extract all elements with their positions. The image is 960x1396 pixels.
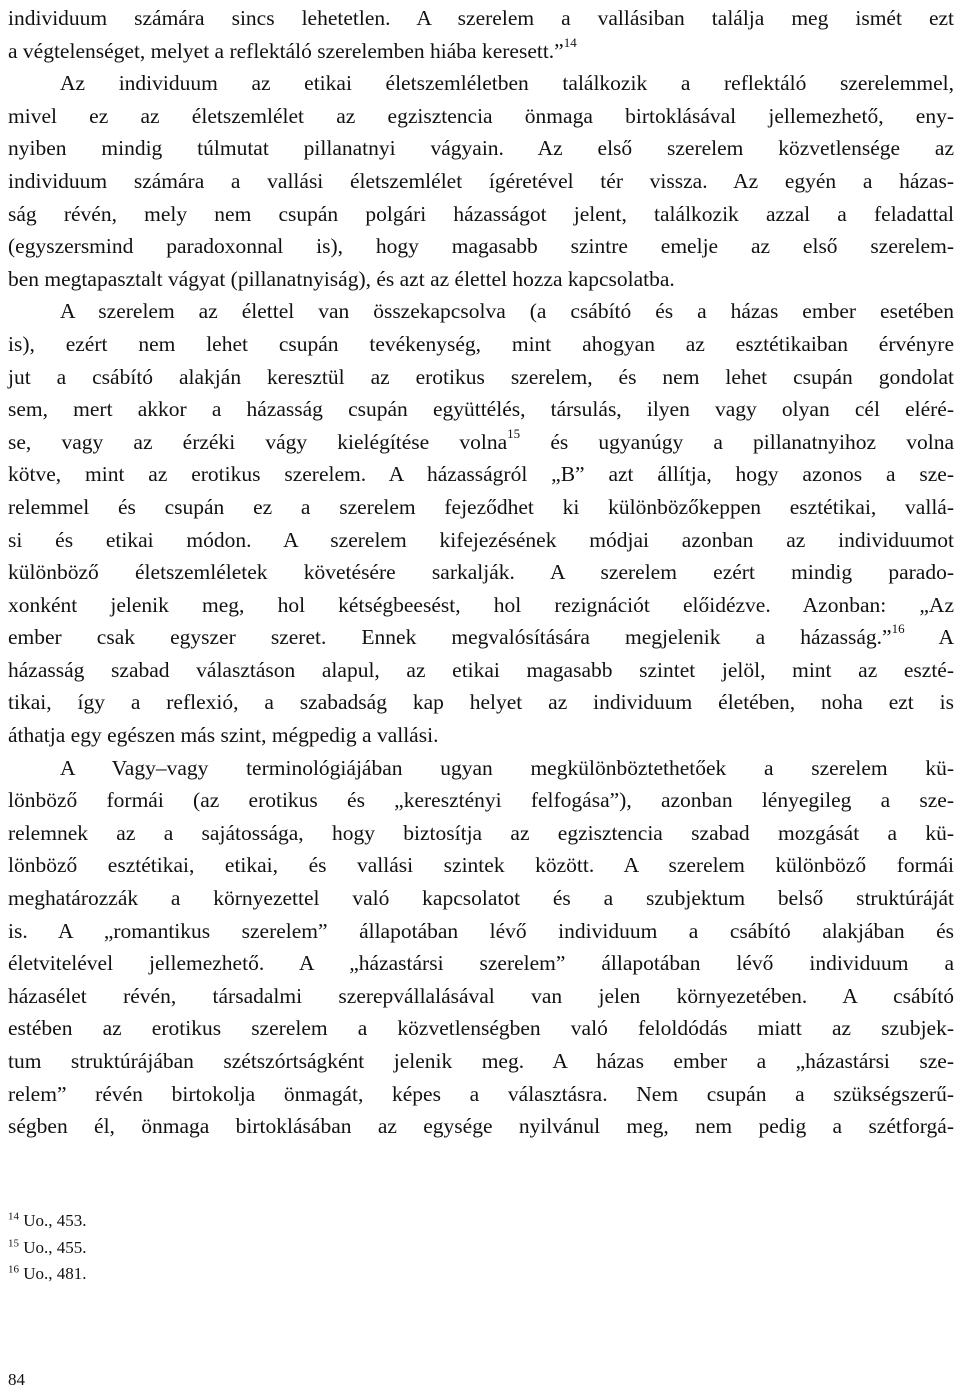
text-line: tikai, így a reflexió, a szabadság kap helyet az individuum életében, noha ezt is: [8, 690, 954, 715]
footnote-text: Uo., 455.: [23, 1237, 87, 1257]
text-line: áthatja egy egészen más szint, mégpedig a vallási.: [8, 723, 439, 748]
text-line: ségben él, önmaga birtoklásában az egysége nyilvánul meg, nem pedig a szétforgá-: [8, 1114, 954, 1139]
text-line: xonként jelenik meg, hol kétségbeesést, hol rezignációt előidézve. Azonban: „Az: [8, 592, 954, 617]
text-line: ben megtapasztalt vágyat (pillanatnyiság), és azt az élettel hozza kapcsolatba.: [8, 266, 675, 291]
text-line: [8, 621, 954, 654]
text-line: nyiben mindig túlmutat pillanatnyi vágyain. Az első szerelem közvetlensége az: [8, 136, 954, 161]
footnotes: [8, 1208, 87, 1288]
footnote-ref[interactable]: 15: [507, 425, 521, 441]
text-line: ság révén, mely nem csupán polgári házasságot jelent, találkozik azzal a feladattal: [8, 201, 954, 226]
page-number: 84: [8, 1370, 25, 1389]
footnote-text: Uo., 453.: [23, 1211, 87, 1230]
body-text: [8, 2, 954, 1143]
text-line: A Vagy–vagy terminológiájában ugyan megkülönböztethetőek a szerelem kü-: [60, 755, 954, 780]
footnote-ref[interactable]: 16: [891, 621, 905, 637]
text-line: házasság szabad választáson alapul, az etikai magasabb szintet jelöl, mint az eszté-: [8, 657, 954, 682]
footnote-text: Uo., 481.: [23, 1264, 87, 1283]
text-line: relemnek az a sajátossága, hogy biztosítja az egzisztencia szabad mozgását a kü-: [8, 820, 954, 845]
text-line: jut a csábító alakján keresztül az erotikus szerelem, és nem lehet csupán gondolat: [8, 364, 954, 389]
text-line: sem, mert akkor a házasság csupán együttélés, társulás, ilyen vagy olyan cél eléré-: [8, 397, 954, 422]
text-line-content: ember csak egyszer szeret. Ennek megvalósítására megjelenik a házasság.”: [8, 625, 892, 650]
text-line: relem” révén birtokolja önmagát, képes a választásra. Nem csupán a szükségszerű-: [8, 1081, 954, 1106]
footnote-ref[interactable]: 14: [563, 34, 577, 50]
text-line: estében az erotikus szerelem a közvetlenségben való feloldódás miatt az szubjek-: [8, 1016, 954, 1041]
text-line: lönböző formái (az erotikus és „keresztényi felfogása”), azonban lényegileg a sze-: [8, 788, 954, 813]
text-line: mivel ez az életszemlélet az egzisztencia önmaga birtoklásával jellemezhető, eny-: [8, 103, 954, 128]
text-line: kötve, mint az erotikus szerelem. A házasságról „B” azt állítja, hogy azonos a sze-: [8, 462, 954, 487]
text-line-continuation: A: [904, 625, 954, 650]
text-line: [8, 426, 954, 459]
text-line-continuation: és ugyanúgy a pillanatnyihoz volna: [520, 429, 954, 454]
footnote: [8, 1235, 87, 1262]
text-line: különböző életszemléletek követésére sarkalják. A szerelem ezért mindig parado-: [8, 560, 954, 585]
footnote: [8, 1208, 87, 1235]
text-line: tum struktúrájában szétszórtságként jelenik meg. A házas ember a „házastársi sze-: [8, 1049, 954, 1073]
text-line: individuum számára sincs lehetetlen. A szerelem a vallásiban találja meg ismét ezt: [8, 6, 954, 30]
text-line-content: se, vagy az érzéki vágy kielégítése volna: [8, 429, 508, 454]
text-line: Az individuum az etikai életszemléletben találkozik a reflektáló szerelemmel,: [60, 71, 954, 96]
text-line: A szerelem az élettel van összekapcsolva (a csábító és a házas ember esetében: [60, 299, 954, 324]
text-line-content: a végtelenséget, melyet a reflektáló szerelemben hiába keresett.”: [8, 38, 564, 63]
footnote: [8, 1261, 87, 1288]
text-line: si és etikai módon. A szerelem kifejezésének módjai azonban az individuumot: [8, 527, 954, 552]
text-line: individuum számára a vallási életszemlélet ígéretével tér vissza. Az egyén a házas-: [8, 168, 954, 193]
text-line: relemmel és csupán ez a szerelem fejeződhet ki különbözőkeppen esztétikai, vallá-: [8, 494, 954, 519]
text-line: meghatározzák a környezettel való kapcsolatot és a szubjektum belső struktúráját: [8, 886, 954, 911]
footnote-number: 15: [8, 1236, 19, 1249]
text-line: is. A „romantikus szerelem” állapotában lévő individuum a csábító alakjában és: [8, 918, 954, 943]
text-line: életvitelével jellemezhető. A „házastársi szerelem” állapotában lévő individuum a: [8, 951, 954, 976]
text-line: is), ezért nem lehet csupán tevékenység, mint ahogyan az esztétikaiban érvényre: [8, 331, 954, 356]
text-line: lönböző esztétikai, etikai, és vallási szintek között. A szerelem különböző formái: [8, 853, 954, 878]
footnote-number: 14: [8, 1210, 19, 1223]
footnote-number: 16: [8, 1263, 19, 1276]
text-line: [8, 35, 954, 68]
text-line: (egyszersmind paradoxonnal is), hogy magasabb szintre emelje az első szerelem-: [8, 234, 954, 259]
text-line: házasélet révén, társadalmi szerepvállalásával van jelen környezetében. A csábító: [8, 983, 954, 1008]
